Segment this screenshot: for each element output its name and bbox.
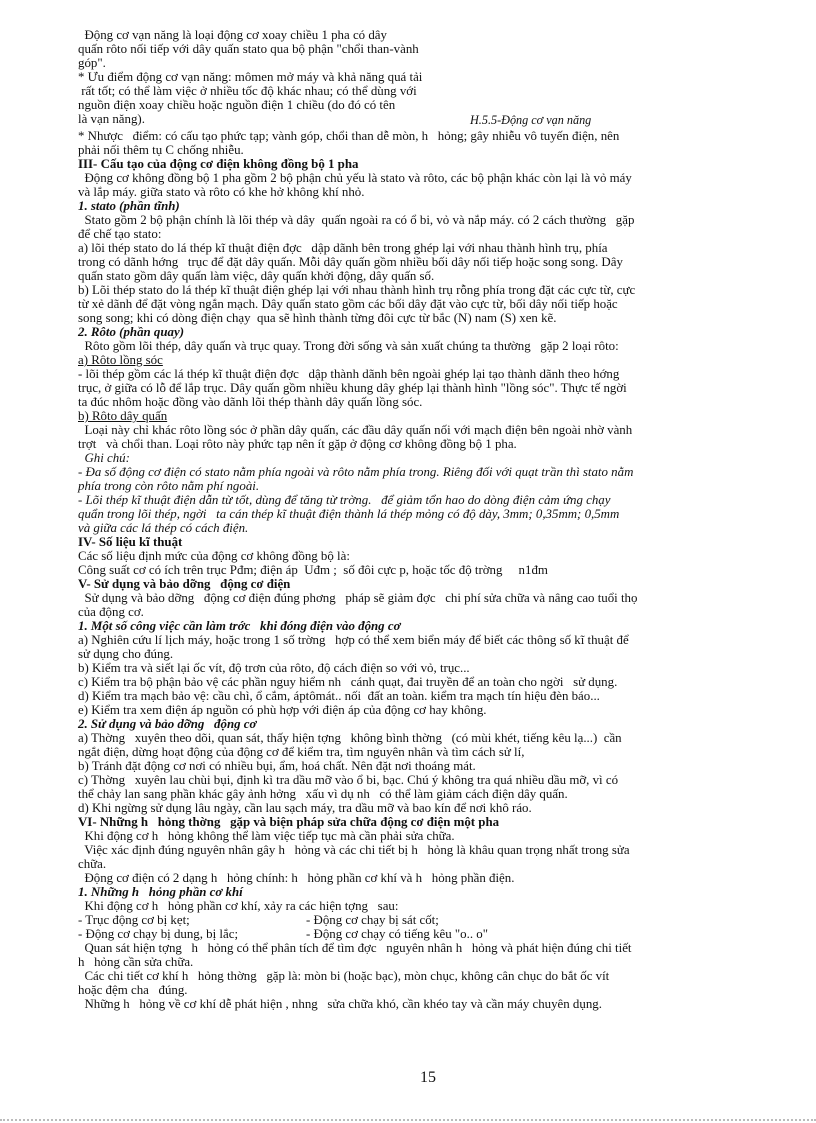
text-line: Quan sát hiện tợng h hỏng có thể phân tích để tìm đợc nguyên nhân h hỏng và phát hiện đúng chi tiết bbox=[78, 941, 632, 955]
text-line: e) Kiểm tra xem điện áp nguồn có phù hợp với điện áp của động cơ hay không. bbox=[78, 703, 487, 717]
text-line: trục, ở giữa có lỗ để lắp trục. Dây quấn gồm nhiều khung dây ghép lại thành hình "lồng sóc". Thực tế ngời bbox=[78, 381, 627, 395]
page-bottom-rule bbox=[0, 1119, 816, 1123]
intro-line: nguồn điện xoay chiều hoặc nguồn điện 1 chiều (do đó có tên bbox=[78, 98, 396, 112]
text-line: d) Kiểm tra mạch bảo vệ: cầu chì, ổ cắm, áptômát.. nối đất an toàn. kiểm tra mạch tín hiệu đèn báo... bbox=[78, 689, 600, 703]
text-line: a) Thờng xuyên theo dõi, quan sát, thấy hiện tợng không bình thờng (có mùi khét, tiếng kêu lạ...) cần bbox=[78, 731, 622, 745]
paragraph bbox=[78, 171, 784, 199]
intro-paragraph bbox=[78, 28, 468, 126]
note-block bbox=[78, 451, 784, 535]
text-line: và giữa các lá thép có cách điện. bbox=[78, 521, 249, 535]
section-heading bbox=[78, 619, 784, 633]
text-line: trong có dãnh hớng trục để đặt dây quấn. Mỗi dây quấn gồm nhiều bối dây nối tiếp hoặc song song. Dây bbox=[78, 255, 623, 269]
text-line: quấn stato gồm dây quấn làm việc, dây quấn khởi động, dây quấn số. bbox=[78, 269, 435, 283]
paragraph bbox=[78, 829, 784, 885]
text-line: 1. stato (phần tĩnh) bbox=[78, 199, 180, 213]
text-line: từ xẻ dãnh để đặt vòng ngắn mạch. Dây quấn stato gồm các bối dây đặt vào cực từ, bối dây nối tiếp hoặc bbox=[78, 297, 618, 311]
paragraph bbox=[78, 423, 784, 451]
text-line: Động cơ không đồng bộ 1 pha gồm 2 bộ phận chủ yếu là stato và rôto, các bộ phận khác còn lại là vỏ máy bbox=[78, 171, 632, 185]
two-column-list bbox=[78, 913, 784, 941]
text-line: a) Rôto lồng sóc bbox=[78, 353, 163, 367]
document-body bbox=[78, 129, 784, 1011]
text-line: song song; khi có dòng điện chạy qua sẽ hình thành từng đôi cực từ bắc (N) nam (S) xen kẽ. bbox=[78, 311, 557, 325]
text-line: b) Kiểm tra và siết lại ốc vít, độ trơn của rôto, độ cách điện so với vỏ, trục... bbox=[78, 661, 470, 675]
text-line: trợt và chổi than. Loại rôto này phức tạp nên ít gặp ở động cơ không đồng bộ 1 pha. bbox=[78, 437, 517, 451]
text-line: phía trong còn rôto nằm phí ngoài. bbox=[78, 479, 260, 493]
text-line: Các số liệu định mức của động cơ không đồng bộ là: bbox=[78, 549, 350, 563]
text-line: 2. Sử dụng và bảo dỡng động cơ bbox=[78, 717, 257, 731]
paragraph bbox=[78, 549, 784, 577]
text-line: ta đúc nhôm hoặc đồng vào dãnh lõi thép thành dây quấn lồng sóc. bbox=[78, 395, 423, 409]
text-line: - Lõi thép kĩ thuật điện dẫn từ tốt, dùng để tăng từ trờng. để giảm tổn hao do dòng điện cảm ứng chạy bbox=[78, 493, 611, 507]
text-line: Khi động cơ h hỏng phần cơ khí, xảy ra các hiện tợng sau: bbox=[78, 899, 399, 913]
text-line: chữa. bbox=[78, 857, 107, 871]
text-line: sử dụng cho đúng. bbox=[78, 647, 174, 661]
paragraph bbox=[78, 941, 784, 1011]
section-heading bbox=[78, 815, 784, 829]
subheading bbox=[78, 409, 784, 423]
text-line: và lắp máy. giữa stato và rôto có khe hở không khí nhỏ. bbox=[78, 185, 365, 199]
paragraph bbox=[78, 339, 784, 353]
text-line: thể chảy lan sang phần khác gây ảnh hởng xấu vì dụ nh có thể làm giảm cách điện dây quấn. bbox=[78, 787, 568, 801]
paragraph bbox=[78, 591, 784, 619]
text-line: - Đa số động cơ điện có stato nằm phía ngoài và rôto nằm phía trong. Riêng đối với quạt trần thì stato nằm bbox=[78, 465, 634, 479]
text-line: * Nhược điểm: có cấu tạo phức tạp; vành góp, chổi than dễ mòn, h hỏng; gây nhiễu vô tuyến điện, nên bbox=[78, 129, 620, 143]
section-heading bbox=[78, 885, 784, 899]
text-line: phải nối thêm tụ C chống nhiễu. bbox=[78, 143, 244, 157]
text-line: b) Lõi thép stato do lá thép kĩ thuật điện ghép lại với nhau thành hình trụ rỗng phía trong đặt các cực từ, cực bbox=[78, 283, 636, 297]
text-line: Những h hỏng về cơ khí dễ phát hiện , nhng sửa chữa khó, cần khéo tay và cần máy chuyên dụng. bbox=[78, 997, 602, 1011]
text-line: a) lõi thép stato do lá thép kĩ thuật điện đợc dập dãnh bên trong ghép lại với nhau thành hình trụ, phía bbox=[78, 241, 608, 255]
text-line: hoặc đệm cha đúng. bbox=[78, 983, 188, 997]
text-line: b) Rôto dây quấn bbox=[78, 409, 168, 423]
text-line: Loại này chỉ khác rôto lồng sóc ở phần dây quấn, các đầu dây quấn nối với mạch điện bên ngoài nhờ vành bbox=[78, 423, 633, 437]
subheading bbox=[78, 353, 784, 367]
text-line: III- Cấu tạo của động cơ điện không đồng bộ 1 pha bbox=[78, 157, 359, 171]
text-line: để chế tạo stato: bbox=[78, 227, 162, 241]
list-item: - Động cơ chạy có tiếng kêu "o.. o" bbox=[306, 927, 489, 941]
text-line: d) Khi ngừng sử dụng lâu ngày, cần lau sạch máy, tra dầu mỡ và bao kín để nơi khô ráo. bbox=[78, 801, 532, 815]
text-line: Các chi tiết cơ khí h hỏng thờng gặp là: mòn bi (hoặc bạc), mòn chục, không cân chục do bắt ốc vít bbox=[78, 969, 610, 983]
section-heading bbox=[78, 199, 784, 213]
list-item: - Trục động cơ bị kẹt; bbox=[78, 913, 190, 927]
figure-caption: H.5.5-Động cơ vạn năng bbox=[470, 113, 592, 127]
text-line: của động cơ. bbox=[78, 605, 144, 619]
section-heading bbox=[78, 577, 784, 591]
paragraph bbox=[78, 213, 784, 325]
text-line: IV- Số liệu kĩ thuật bbox=[78, 535, 183, 549]
text-line: h hỏng cần sửa chữa. bbox=[78, 955, 194, 969]
intro-line: quấn rôto nối tiếp với dây quấn stato qua bộ phận "chổi than-vành bbox=[78, 42, 419, 56]
section-heading bbox=[78, 157, 784, 171]
text-line: Việc xác định đúng nguyên nhân gây h hỏng và các chi tiết bị h hỏng là khâu quan trọng nhất trong sửa bbox=[78, 843, 630, 857]
text-line: Ghi chú: bbox=[78, 451, 130, 465]
list-row bbox=[78, 913, 784, 927]
text-line: Rôto gồm lõi thép, dây quấn và trục quay. Trong đời sống và sản xuất chúng ta thường gặp 2 loại rôto: bbox=[78, 339, 619, 353]
paragraph bbox=[78, 899, 784, 913]
text-line: 2. Rôto (phần quay) bbox=[78, 325, 185, 339]
section-heading bbox=[78, 325, 784, 339]
text-line: VI- Những h hỏng thờng gặp và biện pháp sửa chữa động cơ điện một pha bbox=[78, 815, 500, 829]
text-line: 1. Một số công việc cần làm trớc khi đóng điện vào động cơ bbox=[78, 619, 401, 633]
text-line: c) Kiểm tra bộ phận bảo vệ các phần nguy hiểm nh cánh quạt, đai truyền để an toàn cho ngời sử dụng. bbox=[78, 675, 618, 689]
text-line: Stato gồm 2 bộ phận chính là lõi thép và dây quấn ngoài ra có ổ bi, vỏ và nắp máy. có 2 cách thường gặp bbox=[78, 213, 635, 227]
intro-line: rất tốt; có thể làm việc ở nhiều tốc độ khác nhau; có thể dùng với bbox=[78, 84, 417, 98]
paragraph bbox=[78, 633, 784, 717]
intro-line: là vạn năng). bbox=[78, 112, 145, 126]
text-line: b) Tránh đặt động cơ nơi có nhiều bụi, ẩm, hoá chất. Nên đặt nơi thoáng mát. bbox=[78, 759, 476, 773]
text-line: Động cơ điện có 2 dạng h hỏng chính: h hỏng phần cơ khí và h hỏng phần điện. bbox=[78, 871, 515, 885]
page-number: 15 bbox=[420, 1069, 436, 1086]
text-line: quẩn trong lõi thép, ngời ta cán thép kĩ thuật điện thành lá thép mỏng có độ dày, 3mm; 0,35mm; 0,5mm bbox=[78, 507, 620, 521]
list-item: - Động cơ chạy bị dung, bị lắc; bbox=[78, 927, 239, 941]
intro-line: * Ưu điểm động cơ vạn năng: mômen mở máy và khả năng quá tải bbox=[78, 70, 423, 84]
text-line: c) Thờng xuyên lau chùi bụi, định kì tra dầu mỡ vào ổ bi, bạc. Chú ý không tra quá nhiều dầu mỡ, vì có bbox=[78, 773, 619, 787]
section-heading bbox=[78, 717, 784, 731]
paragraph bbox=[78, 129, 784, 157]
text-line: Công suất cơ có ích trên trục Pđm; điện áp Uđm ; số đôi cực p, hoặc tốc độ trờng n1đm bbox=[78, 563, 548, 577]
intro-line: góp". bbox=[78, 56, 106, 70]
list-item: - Động cơ chạy bị sát cốt; bbox=[306, 913, 439, 927]
text-line: a) Nghiên cứu lí lịch máy, hoặc trong 1 số trờng hợp có thể xem biển máy để biết các thông số kĩ thuật để bbox=[78, 633, 629, 647]
text-line: Khi động cơ h hỏng không thể làm việc tiếp tục mà cần phải sửa chữa. bbox=[78, 829, 455, 843]
text-line: V- Sử dụng và bảo dỡng động cơ điện bbox=[78, 577, 291, 591]
text-line: - lõi thép gồm các lá thép kĩ thuật điện đợc dập thành dãnh bên ngoài ghép lại tạo thành dãnh theo hớng bbox=[78, 367, 620, 381]
text-line: Sử dụng và bảo dỡng động cơ điện đúng phơng pháp sẽ giảm đợc chi phí sửa chữa và nâng cao tuổi thọ bbox=[78, 591, 638, 605]
text-line: 1. Những h hỏng phần cơ khí bbox=[78, 885, 243, 899]
section-heading bbox=[78, 535, 784, 549]
paragraph bbox=[78, 367, 784, 409]
list-row bbox=[78, 927, 784, 941]
intro-line: Động cơ vạn năng là loại động cơ xoay chiều 1 pha có dây bbox=[78, 28, 387, 42]
paragraph bbox=[78, 731, 784, 815]
text-line: ngắt điện, dừng hoạt động của động cơ để kiểm tra, tìm nguyên nhân và tìm cách sử lí, bbox=[78, 745, 525, 759]
